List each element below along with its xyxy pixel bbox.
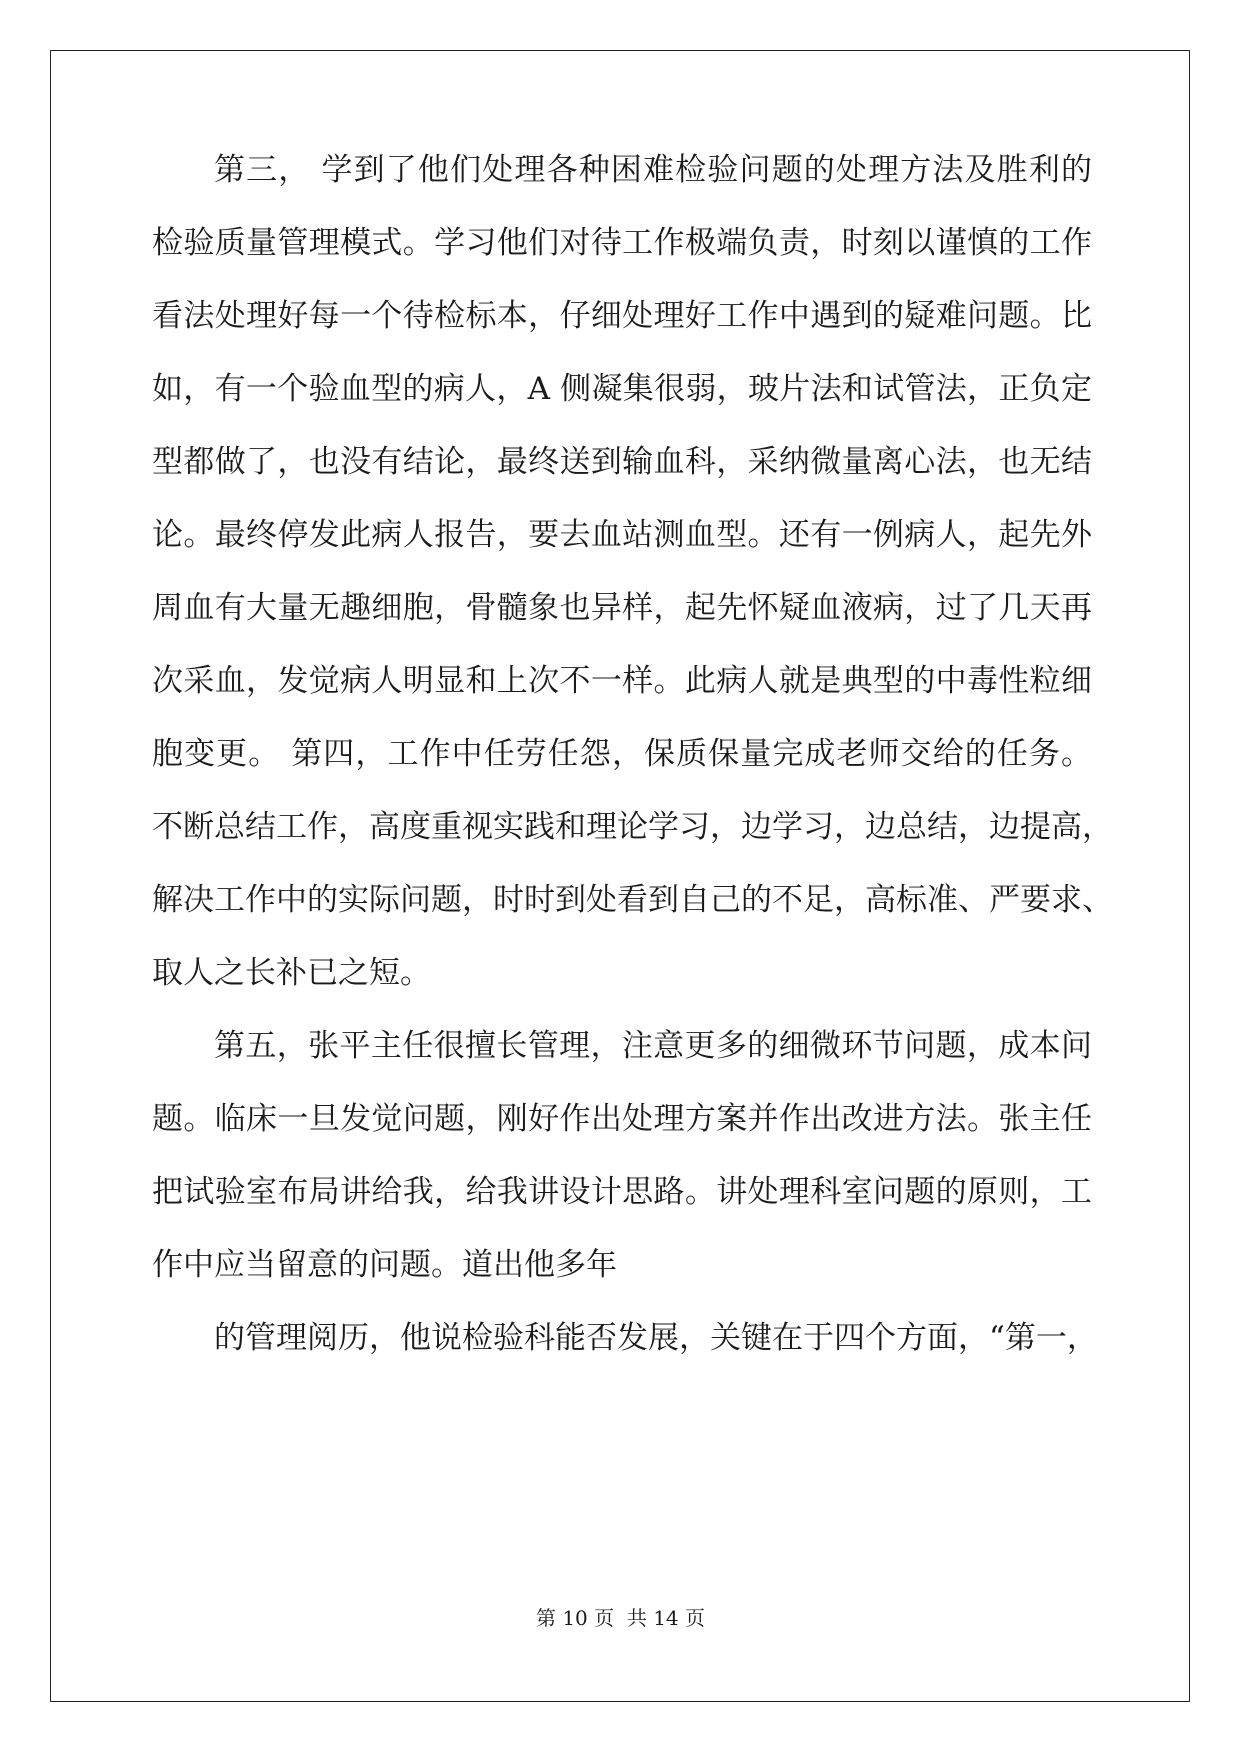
text-line: 把试验室布局讲给我，给我讲设计思路。讲处理科室问题的原则，工	[152, 1174, 1092, 1210]
text-line: 周血有大量无趣细胞，骨髓象也异样，起先怀疑血液病，过了几天再	[152, 590, 1092, 626]
page-footer: 第 10 页 共 14 页	[535, 1606, 706, 1630]
text-line: 的管理阅历，他说检验科能否发展，关键在于四个方面，“第一，	[214, 1320, 1098, 1356]
text-line: 论。最终停发此病人报告，要去血站测血型。还有一例病人，起先外	[152, 517, 1092, 553]
text-line: 型都做了，也没有结论，最终送到输血科，采纳微量离心法，也无结	[152, 444, 1092, 480]
text-line: 次采血，发觉病人明显和上次不一样。此病人就是典型的中毒性粒细	[152, 663, 1092, 699]
text-line: 胞变更。 第四，工作中任劳任怨，保质保量完成老师交给的任务。	[152, 736, 1092, 772]
text-line: 检验质量管理模式。学习他们对待工作极端负责，时刻以谨慎的工作	[152, 225, 1092, 261]
text-line: 第五，张平主任很擅长管理，注意更多的细微环节问题，成本问	[214, 1028, 1092, 1064]
text-line: 取人之长补已之短。	[152, 955, 431, 991]
text-line: 不断总结工作，高度重视实践和理论学习，边学习，边总结，边提高，	[152, 809, 1113, 845]
text-line: 题。临床一旦发觉问题，刚好作出处理方案并作出改进方法。张主任	[152, 1101, 1092, 1137]
text-line: 解决工作中的实际问题，时时到处看到自己的不足，高标准、严要求、	[152, 882, 1113, 918]
text-line: 如，有一个验血型的病人，A 侧凝集很弱，玻片法和试管法，正负定	[152, 371, 1092, 407]
text-line: 看法处理好每一个待检标本，仔细处理好工作中遇到的疑难问题。比	[152, 298, 1092, 334]
text-line: 作中应当留意的问题。道出他多年	[152, 1247, 617, 1283]
text-line: 第三， 学到了他们处理各种困难检验问题的处理方法及胜利的	[214, 152, 1092, 188]
